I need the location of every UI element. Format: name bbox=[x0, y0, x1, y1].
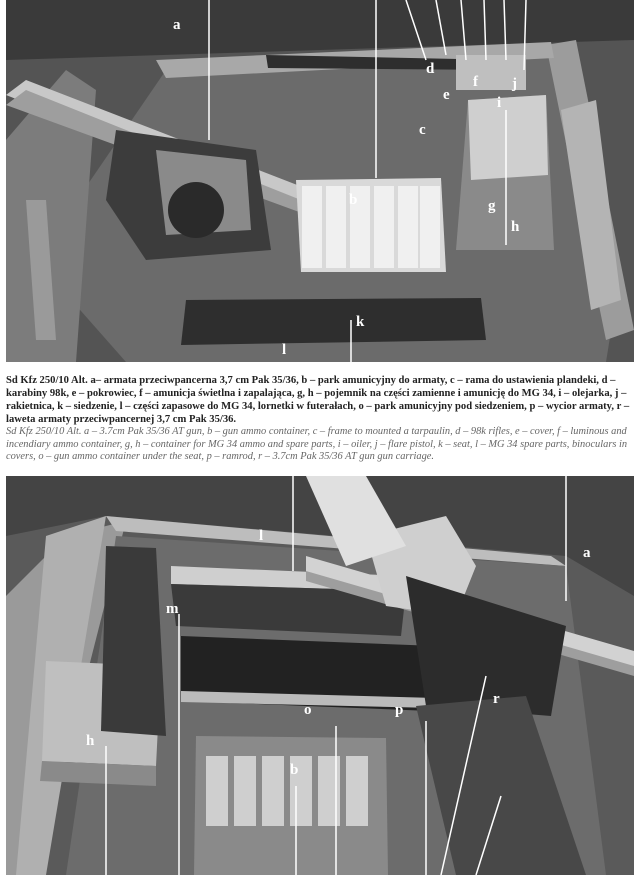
label-o: o bbox=[304, 702, 312, 718]
label-m: m bbox=[166, 601, 179, 617]
label-f: f bbox=[473, 74, 478, 90]
label-d: d bbox=[426, 61, 435, 77]
label-j: j bbox=[512, 76, 517, 92]
label-a: a bbox=[583, 545, 591, 561]
label-p: p bbox=[395, 702, 404, 718]
label-h: h bbox=[86, 733, 95, 749]
label-e: e bbox=[443, 87, 450, 103]
label-b: b bbox=[290, 762, 299, 778]
label-l: l bbox=[282, 342, 287, 358]
caption-polish: Sd Kfz 250/10 Alt. a– armata przeciwpancerna 3,7 cm Pak 35/36, b – park amunicyjny do armaty, c – rama do ustawienia plandeki, d – karabiny 98k, e – pokrowiec, f – amunicja świetlna i zapalająca, g, h – pojemnik na części zamienne i amunicję do MG 34, i – olejarka, j – rakietnica, k – siedzenie, l – części zapasowe do MG 34, lornetki w futerałach, o – park amunicyjny pod siedzeniem, p – wycior armaty, r – laweta armaty przeciwpancernej 3,7 cm Pak 35/36. bbox=[6, 375, 630, 425]
label-k: k bbox=[356, 314, 365, 330]
label-a: a bbox=[173, 17, 181, 33]
caption-english: Sd Kfz 250/10 Alt. a – 3.7cm Pak 35/36 AT gun, b – gun ammo container, c – frame to mounted a tarpaulin, d – 98k rifles, e – cover, f – luminous and incendiary ammo container, g, h – container for MG 34 ammo and spare parts, i – oiler, j – flare pistol, k – seat, l – MG 34 spare parts, binoculars in covers, o – gun ammo container under the seat, p – ramrod, r – 3.7cm Pak 35/36 AT gun gun carriage. bbox=[6, 426, 628, 462]
label-h: h bbox=[511, 219, 520, 235]
photo-top-vehicle-interior bbox=[6, 0, 634, 362]
photo-top-drawing bbox=[6, 0, 634, 362]
label-b: b bbox=[349, 192, 358, 208]
label-g: g bbox=[488, 198, 496, 214]
photo-bottom-drawing bbox=[6, 476, 634, 875]
label-c: c bbox=[419, 122, 426, 138]
label-l: l bbox=[259, 528, 264, 544]
photo-bottom-vehicle-interior bbox=[6, 476, 634, 875]
label-i: i bbox=[497, 95, 502, 111]
label-r: r bbox=[493, 691, 500, 707]
